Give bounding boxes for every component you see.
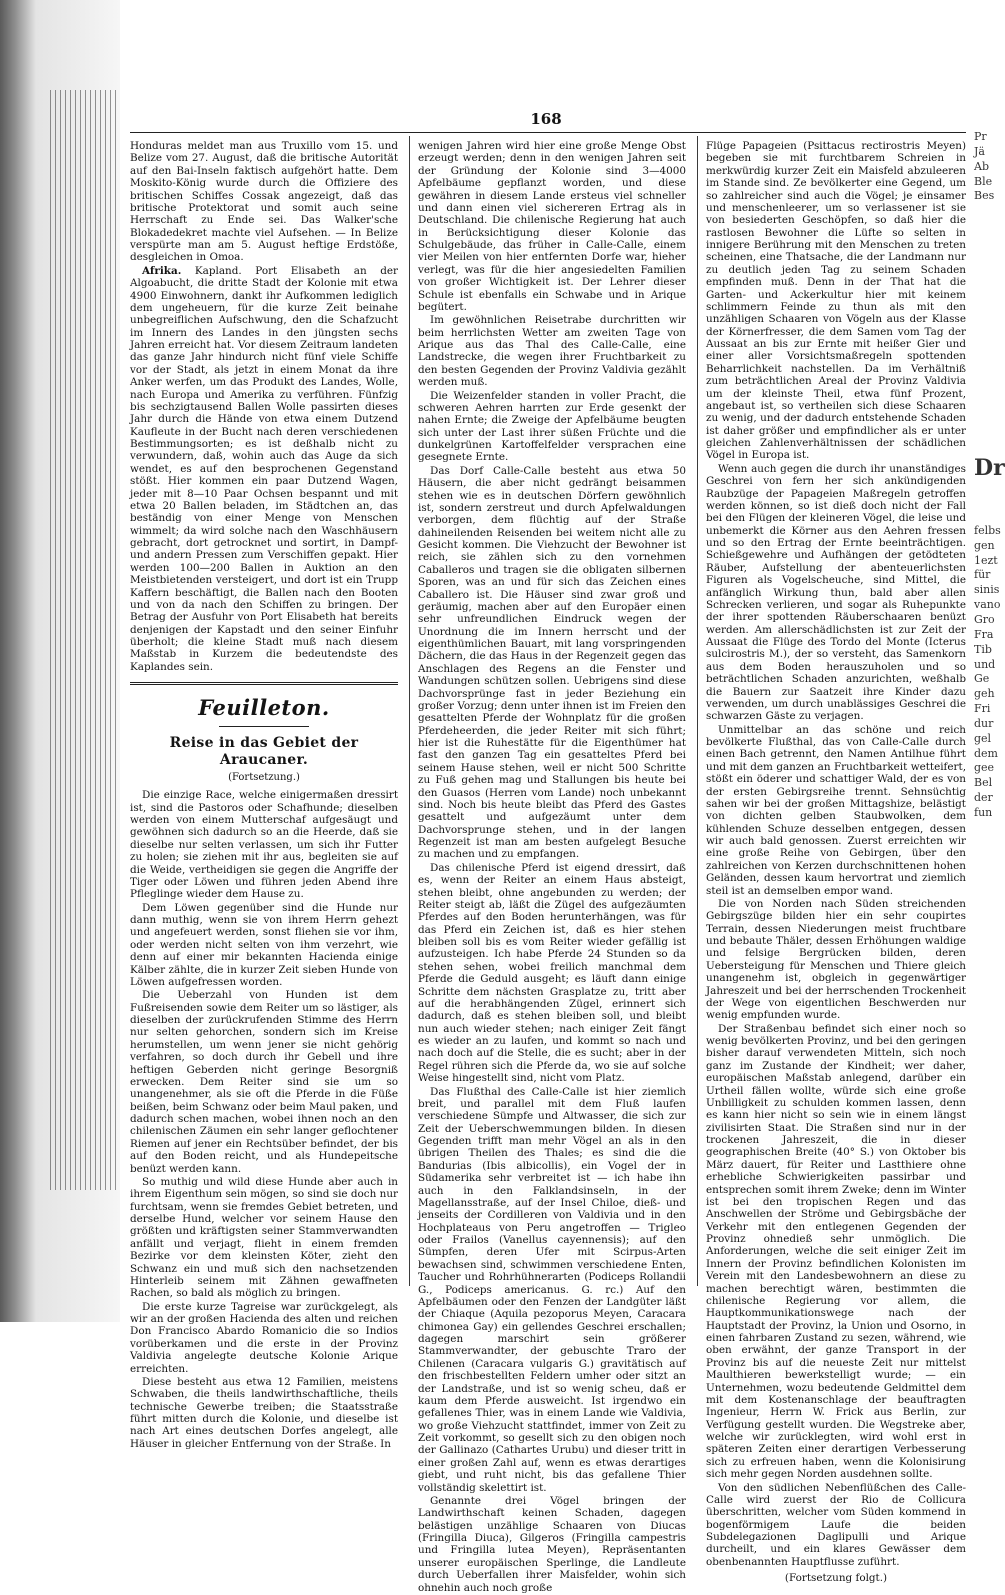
paragraph: Die von Norden nach Süden streichenden Gebirgszüge bilden hier ein sehr coupirtes Terrain, dessen Niederungen meist fruchtbare und bebaute Thäler, dessen Erhöhungen waldige und felsige Bergrücken bilden, deren Uebersteigung für Menschen und Thiere gleich unangenehm ist, obgleich in gegenwärtiger Jahreszeit und bei der herrschenden Trockenheit der Wege von eigentlichen Beschwerden nur wenig empfunden wurde. xyxy=(706,897,966,1022)
adjacent-fragment: sinis xyxy=(974,583,1000,597)
article-title: Reise in das Gebiet der Araucaner. xyxy=(169,735,359,768)
paragraph: Von den südlichen Nebenflüßchen des Calle-Calle wird zuerst der Rio de Collicura überschritten, welcher vom Süden kommend in bogenförmigem Laufe die beiden Subdelegazionen Daglipulli und Arique durcheilt, und ein klares Gewässer dem obenbenannten Hauptflusse zuführt. xyxy=(706,1481,966,1568)
book-binding-edge xyxy=(0,0,120,1322)
adjacent-fragment: dur xyxy=(974,716,994,730)
adjacent-fragment: Pr xyxy=(974,130,987,143)
column-2 xyxy=(418,140,686,1595)
paragraph-afrika xyxy=(130,265,398,673)
paragraph: Die Ueberzahl von Hunden ist dem Fußreisenden sowie dem Reiter um so lästiger, als dieselben der zurückrufenden Stimme des Herrn nur selten gehorchen, sondern sich im Kreise herumstellen, um wenn jener sie nicht gehörig verfahren, so doch durch ihr Gebell und ihre heftigen Geberden nicht geringe Besorgniß erwecken. Dem Reiter sind sie um so unangenehmer, als sie oft die Pferde in die Füße beißen, beim Schwanz oder beim Maul paken, und dadurch schen machen, wobei ihnen noch an den chilenischen Zäumen ein sehr langer geflochtener Riemen auf jener ein Rechtsüber befindet, der bis auf den Boden reicht, und als Hundepeitsche benüzt werden kann. xyxy=(130,989,398,1175)
newspaper-page xyxy=(130,110,967,1594)
header-rule xyxy=(130,132,966,133)
page-number: 168 xyxy=(530,110,562,128)
adjacent-fragment: 1ezt xyxy=(974,553,998,567)
column-3 xyxy=(706,140,966,1585)
page-edge-lines xyxy=(50,90,120,1190)
paragraph: So muthig und wild diese Hunde aber auch in ihrem Eigenthum sein mögen, so sind sie doch nur furchtsam, wenn sie fremdes Gebiet betreten, und derselbe Hund, welcher vor seinem Hause den größten und kräftigsten seiner Stammverwandten anfällt und verjagt, flieht in einem fremden Bezirke vor dem kleinsten Köter, zieht den Schwanz ein und muß sich den nachsetzenden Hinterleib seinem mit Zähnen gewaffneten Rachen, so bald als möglich zu bringen. xyxy=(130,1175,398,1300)
continuation-note: (Fortsetzung folgt.) xyxy=(784,1572,888,1585)
adjacent-fragment: für xyxy=(974,568,991,582)
column-divider-1 xyxy=(409,136,410,1286)
adjacent-fragment: Ble xyxy=(974,174,993,188)
paragraph: Unmittelbar an das schöne und reich bevölkerte Flußthal, das von Calle-Calle durch einen Bach getrennt, den Namen Antilhue führt und mit dem ganzen an Fruchtbarkeit wetteifert, stößt ein öderer und schattiger Wald, der es von der ersten Gebirgsreihe trennt. Sehnsüchtig sahen wir bei der großen Mittagshize, belästigt von dichten gelben Staubwolken, dem kühlenden Schuze desselben entgegen, dessen wir auch bald genossen. Zuerst erreichten wir eine große Reihe von Gebirgen, über den zahlreichen von Kerzen durchschnittenen hohen Geländen, dessen kaum hervortrat und ziemlich steil ist an demselben empor wand. xyxy=(706,723,966,897)
paragraph: Der Straßenbau befindet sich einer noch so wenig bevölkerten Provinz, und bei den geringen bisher darauf verwendeten Mitteln, sich noch ganz im Zustande der Kindheit; wer daher, europäischen Maßstab anlegend, darüber ein Urtheil fällen wollte, würde sich eine große Unbilligkeit zu schulden kommen lassen, denn es kann hier nicht so sein wie in einem längst zivilisirten Staat. Die Straßen sind nur in der trockenen Jahreszeit, die in dieser geographischen Breite (40° S.) von Oktober bis März dauert, für Reiter und Lastthiere ohne erhebliche Schwierigkeiten passirbar und entsprechen somit ihrem Zweke; denn im Winter ist bei den tropischen Regen und das Anschwellen der Ströme und Gebirgsbäche der Verkehr mit den entlegenen Gegenden der Provinz ohnedieß sehr unmöglich. Die Anforderungen, welche die seit einiger Zeit im Innern der Provinz befindlichen Kolonisten im Verein mit den Landesbewohnern an diese zu machen berechtigt wären, bestimmten die chilenische Regierung vor allem, die Hauptkommunikationswege nach der Hauptstadt der Provinz, la Union und Osorno, in einen fahrbaren Zustand zu sezen, während, wie oben erwähnt, der ganze Transport in der Provinz bis auf die neueste Zeit nur mittelst Maulthieren bewerkstelligt wurde; — ein Unternehmen, wozu bedeutende Geldmittel dem mit dem Kostenanschlage der beauftragten Ingenieur, Herrn W. Frick aus Berlin, zur Verfügung gestellt wurden. Die Wegstreke aber, welche wir zurücklegten, wird wohl erst in späteren Zeiten einer derartigen Verbesserung sich zu erfreuen haben, wenn die Kolonisirung sich mehr gegen Norden ausdehnen sollte. xyxy=(706,1022,967,1481)
adjacent-fragment: der xyxy=(974,791,993,805)
feuilleton-heading: Feuilleton. xyxy=(198,695,330,721)
feuilleton-rule xyxy=(130,682,398,685)
adjacent-fragment: Fri xyxy=(974,702,991,716)
adjacent-fragment: vano xyxy=(974,598,1001,612)
paragraph: Im gewöhnlichen Reisetrabe durchritten wir beim herrlichsten Wetter am zweiten Tage von Arique aus das Thal des Calle-Calle, eine Landstrecke, die wegen ihrer Fruchtbarkeit zu den besten Gegenden der Provinz Valdivia gezählt werden muß. xyxy=(418,314,686,389)
adjacent-fragment: Dr xyxy=(974,455,1005,482)
column-divider-2 xyxy=(697,136,698,1286)
paragraph: wenigen Jahren wird hier eine große Menge Obst erzeugt werden; denn in den wenigen Jahren seit der Gründung der Kolonie sind 3—4000 Apfelbäume gepflanzt worden, und diese gewähren in diesem Lande ersteus viel schneller und dann einen viel sichereren Ertrag als in Deutschland. Die chilenische Regierung hat auch in Berücksichtigung dieser Kolonie das Schulgebäude, das früher in Calle-Calle, einem vier Meilen von hier entfernten Dorfe war, hieher verlegt, was für die hier angesiedelten Familien von großer Wichtigkeit ist. Der Lehrer dieser Schule ist ebenfalls ein Schwabe und in Arique begütert. xyxy=(418,140,686,313)
paragraph: Dem Löwen gegenüber sind die Hunde nur dann muthig, wenn sie von ihrem Herrn gehezt und angefeuert werden, sonst fliehen sie vor ihm, oder werden nicht selten von ihm verzehrt, wie denn auf einer mir bekannten Hacienda einige Kälber zählte, die in kurzer Zeit sieben Hunde von Löwen aufgefressen worden. xyxy=(130,901,398,988)
short-rule xyxy=(219,726,309,727)
adjacent-fragment: Bel xyxy=(974,776,993,790)
adjacent-fragment: Gro xyxy=(974,612,995,626)
paragraph: Flüge Papageien (Psittacus rectirostris Meyen) begeben sie mit furchtbarem Schreien in merkwürdig kurzer Zeit ein Maisfeld abzuleeren im Stande sind. Ze bevölkerter eine Gegend, um so zahlreicher sind auch die Vögel; je einsamer und menschenleerer, um so verlassener ist sie von besiederten Geschöpfen, so daß hier die rastlosen Bewohner die Lüfte so selten in innigere Berührung mit den Menschen zu treten scheinen, eine Thatsache, die der Landmann nur zu deutlich jeden Tag zu seinem Schaden empfinden muß. Denn in der That hat die Garten- und Ackerkultur hier mit keinem schlimmern Feinde zu thun als mit den unzähligen Schaaren von Vögeln aus der Klasse der Körnerfresser, die dem Samen vom Tag der Aussaat an bis zur Ernte mit heißer Gier und einer aller Vorsichtsmaßregeln spottenden Beharrlichkeit nachstellen. Da im Verhältniß zum beträchtlichen Areal der Provinz Valdivia um der kleinste Theil, etwa fünf Prozent, angebaut ist, so vertheilen sich diese Schaaren zu wenig, und der dadurch entstehende Schaden ist daher größer und empfindlicher als er unter gleichen Zahlenverhältnissen der schädlichen Vögel in Europa ist. xyxy=(706,140,966,462)
article-subtitle: (Fortsetzung.) xyxy=(228,772,300,784)
adjacent-fragment: Fra xyxy=(974,627,994,641)
column-1 xyxy=(130,140,398,1451)
adjacent-fragment: geh xyxy=(974,687,995,701)
paragraph: Die Weizenfelder standen in voller Pracht, die schweren Aehren harrten zur Erde gesenkt der nahen Ernte; die Zweige der Apfelbäume beugten sich unter der Last ihrer süßen Früchte und die dunkelgrünen Kartoffelfelder versprachen eine gesegnete Ernte. xyxy=(418,389,686,464)
paragraph: Die erste kurze Tagreise war zurückgelegt, als wir an der großen Hacienda des alten und reichen Don Francisco Abardo Romanicio die so Indios vorüberkamen und die erste in der Provinz Valdivia angelegte deutsche Kolonie Arique erreichten. xyxy=(130,1300,398,1375)
adjacent-fragment: gen xyxy=(974,538,995,552)
paragraph: Genannte drei Vögel bringen der Landwirthschaft keinen Schaden, dagegen belästigen unzählige Schaaren von Diucas (Fringilla Diuca), Gilgeros (Fringilla campestris und Fringilla lutea Meyen), Repräsentanten unserer europäischen Sperlinge, die Landleute durch Ueberfallen ihrer Maisfelder, wohin sich ohnehin auch noch große xyxy=(418,1494,686,1594)
section-lead-afrika: Afrika. xyxy=(142,264,182,277)
adjacent-fragment: Tib xyxy=(974,642,992,656)
adjacent-fragment: dem xyxy=(974,746,998,760)
adjacent-fragment: und xyxy=(974,657,996,671)
adjacent-fragment: Ge xyxy=(974,672,990,686)
paragraph-honduras: Honduras meldet man aus Truxillo vom 15. und Belize vom 27. August, daß die britische Autorität auf den Bai-Inseln faktisch aufgehört hatte. Dem Moskito-König wurde durch die Offiziere des britischen Schiffes Cossak angezeigt, daß das britische Protektorat und somit auch seine Herrschaft zu Ende sei. Das Walker'sche Blokadedekret machte viel Aufsehen. — In Belize verspürte man am 5. August heftige Erdstöße, desgleichen in Omoa. xyxy=(130,140,398,264)
paragraph: Das chilenische Pferd ist eigend dressirt, daß es, wenn der Reiter an einem Haus absteigt, stehen bleibt, ohne angebunden zu werden; der Reiter steigt ab, läßt die Zügel des aufgezäumten Pferdes auf den Boden herunterhängen, was für das Pferd ein Zeichen ist, daß es hier stehen bleiben soll bis es vom Reiter wieder gefällig ist aufzusteigen. Ich habe Pferde 24 Stunden so da stehen sehen, wobei freilich manchmal dem Pferde die Geduld ausgeht; es läuft dann einige Schritte dem nächsten Grasplatze zu, tritt aber auf die herabhängenden Zügel, erinnert sich dadurch, daß es stehen bleiben soll, und bleibt nun auch wieder stehen; nach einiger Zeit fängt es wieder an zu laufen, und kommt so nach und nach doch auf die Stelle, die es sucht; aber in der Regel rühren sich die Pferde da, wo sie auf solche Weise hingestellt sind, nicht vom Platz. xyxy=(418,861,686,1085)
adjacent-fragment: Bes xyxy=(974,189,995,203)
adjacent-fragment: gee xyxy=(974,761,995,775)
paragraph: Wenn auch gegen die durch ihr unanständiges Geschrei von fern her sich ankündigenden Raubzüge der Papageien Maßregeln getroffen werden können, so ist dieß doch nicht der Fall bei den Flügen der kleineren Vögel, die leise und unbemerkt die Körner aus den Aehren fressen und so den Ertrag der Ernte beeinträchtigen. Schießgewehre und Aufhängen der getödteten Räuber, Aufstellung der abenteuerlichsten Figuren als Vogelscheuche, sind Mittel, die anfänglich Wirkung thun, bald aber allen Schrecken verlieren, und sogar als Ruhepunkte der ihrer spottenden Räuberschaaren benüzt werden. Am allerschädlichsten ist zur Zeit der Aussaat die Flüge des Tordo del Monte (Icterus sulcirostris M.), der so versteht, das Samenkorn aus dem Boden herauszuholen und so beträchtlichen Schaden anzurichten, weßhalb die Bauern zur Saatzeit ihre Kinder dazu verwenden, um durch unablässiges Geschrei die schwarzen Gäste zu verjagen. xyxy=(706,462,966,723)
paragraph: Das Dorf Calle-Calle besteht aus etwa 50 Häusern, die aber nicht gedrängt beisammen stehen wie es in deutschen Dörfern gewöhnlich ist, sondern zerstreut und durch Apfelwaldungen verborgen, dem flüchtig auf der Straße dahineilenden Reisenden bei weitem nicht alle zu Gesicht kommen. Die Viehzucht der Bewohner ist reich, sie zählen sich zu den vornehmen Caballeros und tragen sie die obligaten silbernen Sporen, was an und für sich das Zeichen eines Caballero ist. Die Häuser sind zwar groß und geräumig, machen aber auf den Europäer einen sehr unfreundlichen Eindruck wegen der Unordnung die im Innern herrscht und der eigenthümlichen Bauart, mit lang vorspringenden Dächern, die das Haus in der Regenzeit gegen das Anschlagen des Regens an die Fenster und Wandungen schützen sollen. Uebrigens sind diese Dachvorsprünge fast in jeder Beziehung ein großer Vorzug; denn unter ihnen ist im Freien den gesattelten Pferde der Wohnplatz für die großen Pferdeheerden, die jeder Reiter mit sich führt; hier ist die Ruhestätte für die Eigenthümer hat fast den ganzen Tag ein gesatteltes Pferd bei seinem Hause stehen, weil er nicht 500 Schritte zu Fuß gehen mag und Stallungen bis heute bei den Guasos (Herren vom Lande) noch unbekannt sind. Noch bis heute bleibt das Pferd des Gastes gesattelt und aufgezäumt unter dem Dachvorsprunge stehen, und in der langen Regenzeit ist man am besten aufgelegt Besuche zu machen und zu empfangen. xyxy=(418,464,686,861)
paragraph: Diese besteht aus etwa 12 Familien, meistens Schwaben, die theils landwirthschaftliche, theils technische Gewerbe treiben; die Staatsstraße führt mitten durch die Kolonie, und dieselbe ist nach Art eines deutschen Dorfes angelegt, alle Häuser in gleicher Entfernung von der Straße. In xyxy=(130,1375,398,1450)
paragraph: Das Flußthal des Calle-Calle ist hier ziemlich breit, und parallel mit dem Fluß laufen verschiedene Sümpfe und Altwasser, die sich zur Zeit der Ueberschwemmungen bilden. In diesen Gegenden trifft man mehr Vögel an als in den übrigen Theilen des Thales; es sind die die Bandurias (Ibis albicollis), ein Vogel der in Südamerika sehr verbreitet ist — ich habe ihn auch in den Falklandsinseln, in der Magellansstraße, auf der Insel Chiloe, dieß- und jenseits der Cordilleren von Valdivia und in den Hochplateaus von Peru angetroffen — Trigleo oder Frailos (Vanellus cayennensis); auf den Sümpfen, deren Ufer mit Scirpus-Arten bewachsen sind, schwimmen verschiedene Enten, Taucher und Rohrhühnerarten (Podiceps Rollandii G., Podiceps americanus. G. rc.) Auf den Apfelbäumen oder den Fenzen der Landgüter läßt der Chiaque (Aquila pezoporus Meyen, Caracara chimonea Gay) ein gellendes Geschrei erschallen; dagegen marschirt sein größerer Stammverwandter, der gebuschte Traro der Chilenen (Caracara vulgaris G.) gravitätisch auf den frischbestellten Feldern umher oder sitzt an der Landstraße, und ist so wenig scheu, daß er kaum dem Pferde ausweicht. Ist irgendwo ein gefallenes Thier, was in einem Lande wie Valdivia, wo große Viehzucht stattfindet, immer von Zeit zu Zeit vorkommt, so gesellt sich zu den obigen noch der Gallinazo (Cathartes Urubu) und dieser tritt in einer großen Zahl auf, wenn es etwas derartiges giebt, und ruht nicht, bis das gefallene Thier vollständig skelettirt ist. xyxy=(418,1085,686,1494)
adjacent-fragment: felbs xyxy=(974,523,1001,537)
adjacent-fragment: fun xyxy=(974,805,993,819)
paragraph-afrika-text: Kapland. Port Elisabeth an der Algoabucht, die dritte Stadt der Kolonie mit etwa 4900 Einwohnern, dankt ihr Aufkommen lediglich dem ungeheuern, für die kurze Zeit beinahe unbegreiflichen Aufschwung, den die Schafzucht im Innern des Landes in den jüngsten sechs Jahren erreicht hat. Vor diesem Zeitraum landeten das ganze Jahr hindurch nicht fünf viele Schiffe vor der Stadt, als jetzt in einem Monat da ihre Anker werfen, um das Produkt des Landes, Wolle, nach Europa und Amerika zu verführen. Fünfzig bis sechzigtausend Ballen Wolle passirten dieses Jahr durch die Hände von etwa einem Dutzend Kaufleute in der Bucht nach deren verschiedenen Bestimmungsorten; es ist deßhalb nicht zu verwundern, daß, wohin auch das Auge da sich wendet, es auf den besprochenen Gegenstand stößt. Hier kommen ein paar Dutzend Wagen, jeder mit 8—10 Paar Ochsen bespannt und mit etwa 20 Ballen beladen, im Städtchen an, das beständig von einer Menge von Menschen wimmelt; da wird solche nach den Waschhäusern gebracht, dort getrocknet und sortirt, in Dampf- und andern Pressen zum Verschiffen gepakt. Hier werden 100—200 Ballen in Auktion an den Meistbietenden versteigert, und dort ist ein Trupp Kaffern beschäftigt, die Ballen nach den Booten und von da nach den Schiffen zu bringen. Der Betrag der Ausfuhr von Port Elisabeth hat bereits denjenigen der Kapstadt und den seiner Einfuhr überholt; die kleine Stadt muß nach diesem Maßstab in Kurzem die bedeutendste des Kaplandes sein. xyxy=(130,264,398,673)
paragraph: Die einzige Race, welche einigermaßen dressirt ist, sind die Pastoros oder Schafhunde; dieselben werden von einem Mutterschaf aufgesäugt und gewöhnen sich dadurch so an die Heerde, daß sie dieselbe nur selten verlassen, um sich ihr Futter zu holen; sie ziehen mit ihr aus, begleiten sie auf die Weide, vertheidigen sie gegen die Angriffe der Tiger oder Löwen und führen jeden Abend ihre Pfleglinge wieder dem Hause zu. xyxy=(130,789,398,901)
adjacent-fragment: Ab xyxy=(974,159,989,173)
adjacent-page-fragments xyxy=(974,130,1005,1310)
adjacent-fragment: gel xyxy=(974,731,992,745)
adjacent-fragment: Jä xyxy=(974,144,985,158)
